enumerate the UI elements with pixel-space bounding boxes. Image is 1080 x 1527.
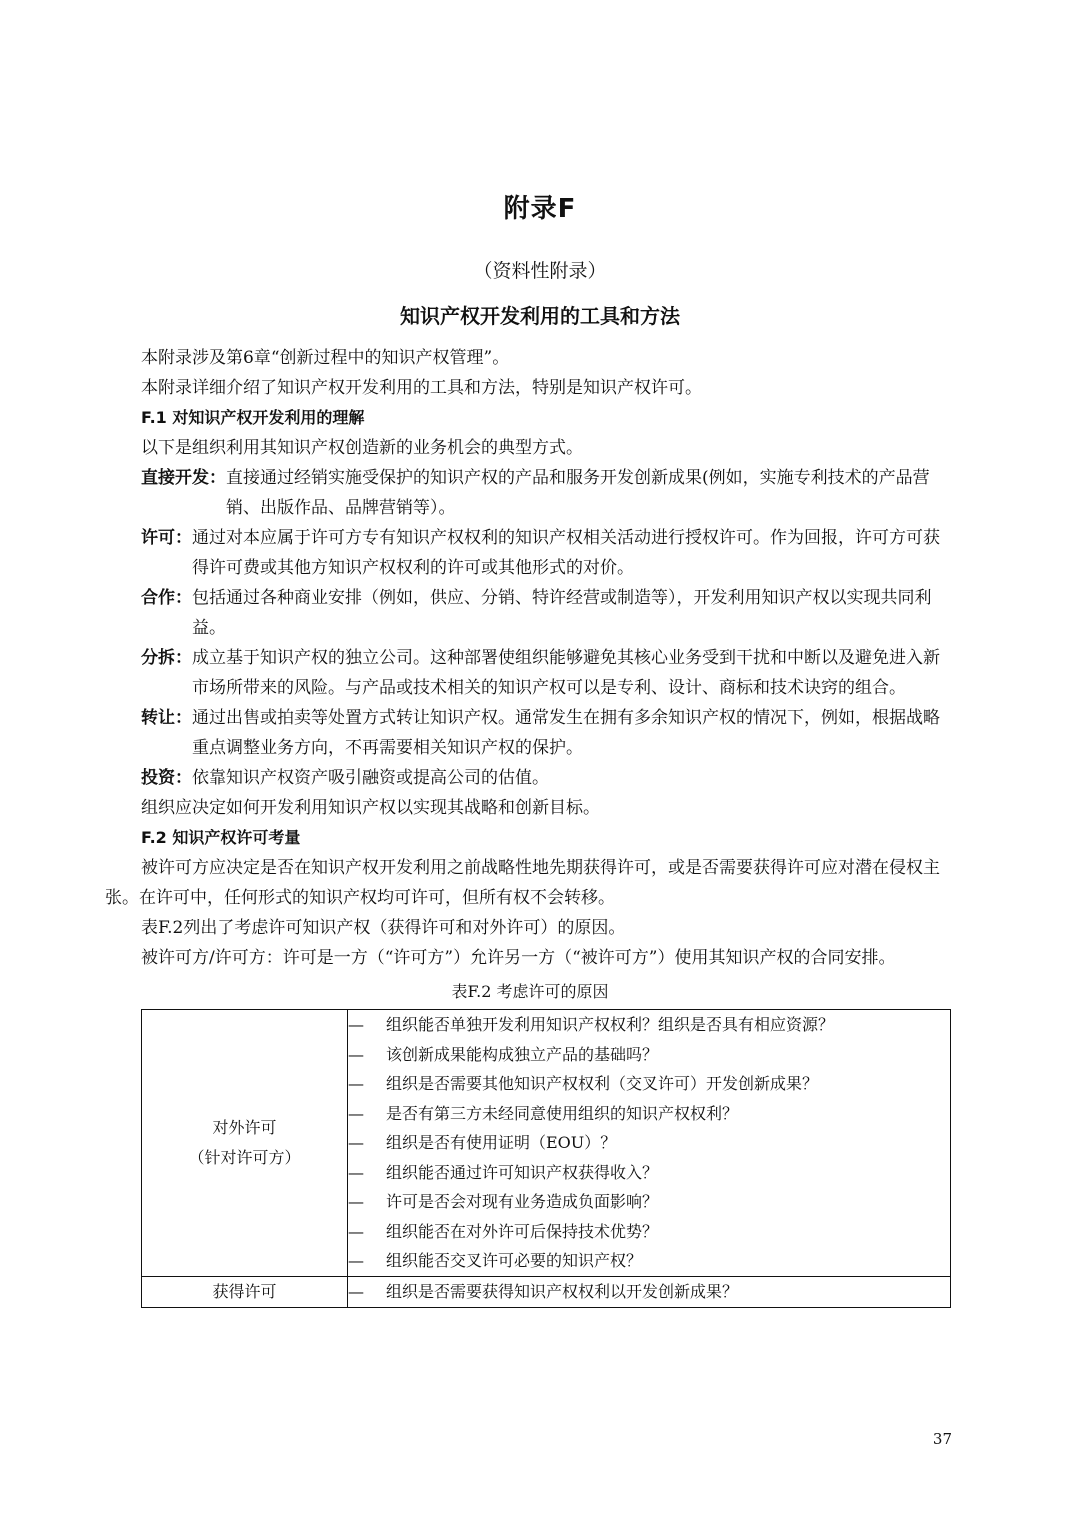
table-row xyxy=(142,1276,951,1307)
list-item-text: 组织是否有使用证明（EOU）？ xyxy=(386,1133,617,1152)
definition-item xyxy=(105,643,955,703)
list-item xyxy=(348,1158,950,1188)
definition-item xyxy=(105,463,955,523)
section-f2-paragraph: 被许可方/许可方：许可是一方（“许可方”）允许另一方（“被许可方”）使用其知识产权的合同安排。 xyxy=(141,948,896,968)
list-item xyxy=(348,1217,950,1247)
reasons-table xyxy=(141,1009,951,1308)
definition-term: 直接开发： xyxy=(141,468,226,488)
row-sublabel: （针对许可方） xyxy=(188,1147,301,1167)
list-item xyxy=(348,1010,950,1040)
list-item-text: 组织能否在对外许可后保持技术优势？ xyxy=(386,1221,659,1241)
intro-paragraph: 本附录涉及第6章“创新过程中的知识产权管理”。 xyxy=(141,348,510,368)
definition-desc: 通过出售或拍卖等处置方式转让知识产权。通常发生在拥有多余知识产权的情况下，例如，根据战略重点调整业务方向，不再需要相关知识产权的保护。 xyxy=(192,708,940,758)
section-f2-paragraph: 表F.2列出了考虑许可知识产权（获得许可和对外许可）的原因。 xyxy=(141,918,626,938)
list-item xyxy=(348,1246,950,1276)
dash-bullet: — xyxy=(348,1162,364,1182)
list-item xyxy=(348,1040,950,1070)
section-f1-closing: 组织应决定如何开发利用知识产权以实现其战略和创新目标。 xyxy=(141,798,600,818)
definition-term: 分拆： xyxy=(141,648,192,668)
definition-desc: 包括通过各种商业安排（例如，供应、分销、特许经营或制造等），开发利用知识产权以实现共同利益。 xyxy=(192,588,932,638)
dash-bullet: — xyxy=(348,1044,364,1064)
list-item-text: 组织能否单独开发利用知识产权权利？组织是否具有相应资源？ xyxy=(386,1015,835,1034)
definition-desc: 通过对本应属于许可方专有知识产权权利的知识产权相关活动进行授权许可。作为回报，许可方可获得许可费或其他方知识产权权利的许可或其他形式的对价。 xyxy=(192,528,940,578)
list-item-text: 是否有第三方未经同意使用组织的知识产权权利？ xyxy=(386,1103,739,1123)
definition-term: 合作： xyxy=(141,588,192,608)
section-f2-paragraph: 被许可方应决定是否在知识产权开发利用之前战略性地先期获得许可，或是否需要获得许可应对潜在侵权主张。在许可中，任何形式的知识产权均可许可，但所有权不会转移。 xyxy=(105,858,940,908)
table-row-items-cell xyxy=(348,1276,951,1307)
definition-item xyxy=(105,583,955,643)
appendix-heading: 知识产权开发利用的工具和方法 xyxy=(400,304,680,328)
table-row-label-cell xyxy=(142,1276,348,1307)
definition-item xyxy=(105,523,955,583)
dash-bullet: — xyxy=(348,1103,364,1123)
row-label: 对外许可 xyxy=(212,1117,277,1137)
list-item-text: 组织是否需要获得知识产权权利以开发创新成果？ xyxy=(386,1281,739,1301)
definition-item xyxy=(105,703,955,763)
list-item-text: 许可是否会对现有业务造成负面影响？ xyxy=(386,1192,659,1211)
dash-bullet: — xyxy=(348,1192,364,1211)
dash-bullet: — xyxy=(348,1251,364,1270)
body-text xyxy=(105,343,955,1308)
appendix-subtitle: （资料性附录） xyxy=(473,260,607,282)
list-item xyxy=(348,1128,950,1158)
dash-bullet: — xyxy=(348,1221,364,1241)
list-item-text: 组织能否交叉许可必要的知识产权？ xyxy=(386,1251,643,1270)
appendix-title: 附录F xyxy=(503,194,577,224)
list-item xyxy=(348,1069,950,1099)
definition-item xyxy=(105,763,955,793)
list-item-text: 组织是否需要其他知识产权权利（交叉许可）开发创新成果？ xyxy=(386,1074,819,1093)
section-f2-title: F.2 知识产权许可考量 xyxy=(141,828,301,847)
list-item xyxy=(348,1099,950,1129)
section-f1-lead: 以下是组织利用其知识产权创造新的业务机会的典型方式。 xyxy=(141,438,583,458)
intro-paragraph: 本附录详细介绍了知识产权开发利用的工具和方法，特别是知识产权许可。 xyxy=(141,378,702,398)
table-caption: 表F.2 考虑许可的原因 xyxy=(451,982,609,1001)
definition-term: 许可： xyxy=(141,528,192,548)
dash-bullet: — xyxy=(348,1015,364,1034)
dash-bullet: — xyxy=(348,1074,364,1093)
table-row-items-cell xyxy=(348,1010,951,1277)
list-item-text: 该创新成果能构成独立产品的基础吗？ xyxy=(386,1044,659,1064)
table-row xyxy=(142,1010,951,1277)
list-item xyxy=(348,1187,950,1217)
dash-bullet: — xyxy=(348,1281,364,1301)
table-row-label-cell xyxy=(142,1010,348,1277)
definition-desc: 成立基于知识产权的独立公司。这种部署使组织能够避免其核心业务受到干扰和中断以及避免进入新市场所带来的风险。与产品或技术相关的知识产权可以是专利、设计、商标和技术诀窍的组合。 xyxy=(192,648,940,698)
definition-desc: 依靠知识产权资产吸引融资或提高公司的估值。 xyxy=(192,768,549,788)
definition-desc: 直接通过经销实施受保护的知识产权的产品和服务开发创新成果(例如，实施专利技术的产品营销、出版作品、品牌营销等）。 xyxy=(226,468,930,518)
list-item xyxy=(348,1277,950,1307)
row-label: 获得许可 xyxy=(212,1281,277,1301)
list-item-text: 组织能否通过许可知识产权获得收入？ xyxy=(386,1162,659,1182)
dash-bullet: — xyxy=(348,1133,364,1152)
page-number: 37 xyxy=(932,1430,952,1448)
section-f1-title: F.1 对知识产权开发利用的理解 xyxy=(141,408,365,427)
definition-term: 投资： xyxy=(141,768,192,788)
definition-term: 转让： xyxy=(141,708,192,728)
